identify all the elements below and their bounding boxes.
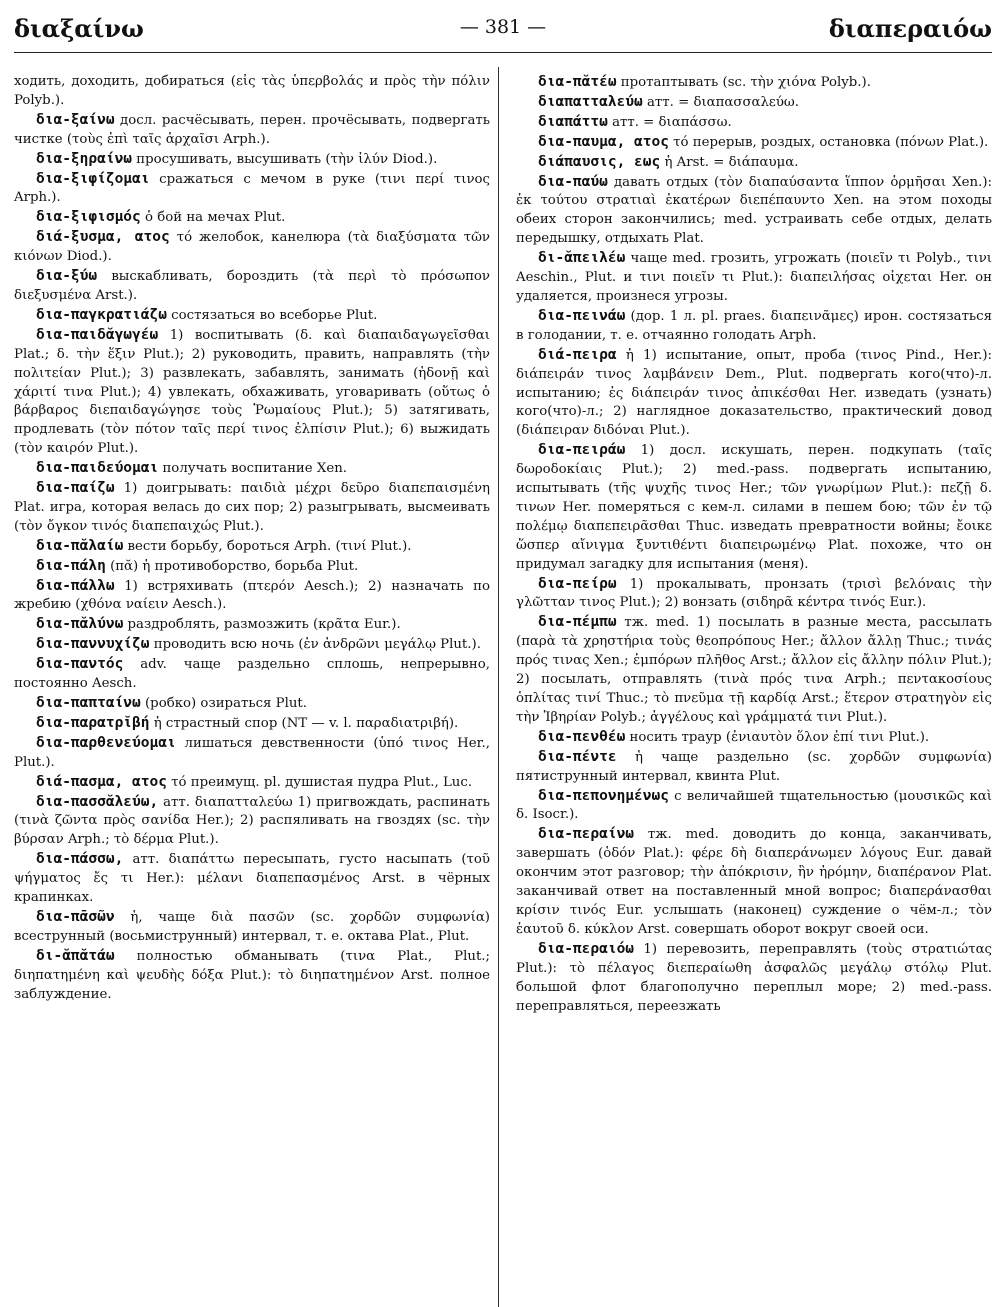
entry-definition: (робко) озираться Plut. — [140, 696, 307, 711]
entry-definition: полностью обманывать (τινα Plat., Plut.; διηπατημένη καὶ ψευδὴς δόξα Plut.): τὸ διηπατημένον Arst. полное заблуждение. — [14, 948, 490, 1002]
entry-headword: δια-παίζω — [36, 480, 115, 497]
entry-headword: δια-παννυχίζω — [36, 636, 150, 653]
entry-definition: получать воспитание Xen. — [158, 461, 348, 477]
dictionary-entry — [14, 714, 490, 734]
entry-headword: δια-περαίνω — [538, 826, 635, 843]
dictionary-entry — [14, 537, 490, 557]
dictionary-entry — [14, 479, 490, 537]
entry-definition: ἡ Arst. = διάπαυμα. — [660, 154, 799, 170]
dictionary-entry — [14, 170, 490, 209]
dictionary-entry — [14, 326, 490, 459]
entry-headword: δι-ᾰπᾰτάω — [36, 947, 115, 964]
entry-definition: атт. διαπάττω пересыпать, густо насыпать (τοῦ ψήγματος ἔς τι Her.): μέλανι διαπεπασμένος Arst. в чёрных крапинках. — [14, 852, 490, 906]
entry-definition: ἡ страстный спор (NT — v. l. παραδιατριβή). — [149, 715, 459, 731]
entry-headword: δια-πασσᾰλεύω, — [36, 793, 159, 810]
dictionary-entry — [516, 133, 992, 153]
entry-headword: δια-παντός — [36, 656, 124, 673]
dictionary-entry — [14, 908, 490, 947]
dictionary-entry — [14, 557, 490, 577]
entry-definition: ἡ 1) испытание, опыт, проба (τινος Pind., Her.): διάπειράν τινος λαμβάνειν Dem., Plut. подвергать кого(что)-л. испытанию; ἐς διάπειράν τινος ἀπικέσθαι Her. изведать (узнать) кого(что)-л.; 2) наглядное доказательство, практический довод (διάπειραν διδόναι Plut.). — [516, 347, 992, 439]
dictionary-entry — [14, 793, 490, 851]
dictionary-entry — [516, 73, 992, 93]
entry-headword: δια-πείρω — [538, 575, 617, 592]
entry-headword: δια-πάσσω, — [36, 851, 124, 868]
entry-definition: лишаться девственности (ὑπό τινος Her., Plut.). — [14, 735, 490, 770]
entry-definition: тж. med. 1) посылать в разные места, рассылать (παρὰ τὰ χρηστήρια τοὺς θεοπρόπους Her.; ἄλλον ἄλλῃ Thuc.; τινάς πρός τινας Xen.; ἐμπόρων πλῆθος Arst.; ἄλλον εἰς ἄλλην πόλιν Plut.); 2) посылать, отправлять (τινὰ πρός τινα Arph.; πεντακοσίους ὁπλίτας τινί Thuc.; τὸ πνεῦμα τῇ καρδίᾳ Arst.; ἕτερον στρατηγὸν εἰς τὴν Ἰβηρίαν Polyb.; ἀγγέλους καὶ γράμματά τινι Plut.). — [516, 615, 992, 725]
entry-definition: носить траур (ἐνιαυτὸν ὅλον ἐπί τινι Plut.). — [625, 729, 930, 745]
entry-headword: δια-παύω — [538, 173, 608, 190]
entry-definition: 1) встряхивать (πτερόν Aesch.); 2) назначать по жребию (χθόνα ναίειν Aesch.). — [14, 578, 490, 613]
entry-headword: διαπάττω — [538, 113, 608, 130]
entry-headword: δια-πεινάω — [538, 307, 626, 324]
entry-headword: δια-παρατρῐβή — [36, 714, 150, 731]
entry-definition: ходить, доходить, добираться (εἰς τὰς ὑπερβολάς и πρὸς τὴν πόλιν Polyb.). — [14, 74, 490, 108]
entry-definition: атт. διαπατταλεύω 1) пригвождать, распинать (τινὰ ζῶντα πρὸς σανίδα Her.); 2) распяливать на гвоздях (sc. τὴν βύρσαν Arph.; τὸ δέρμα Plut.). — [14, 794, 490, 848]
dictionary-entry — [14, 111, 490, 150]
entry-headword: διά-πασμα, ατος — [36, 773, 167, 790]
dictionary-entry — [14, 773, 490, 793]
entry-headword: δια-πειράω — [538, 442, 626, 459]
dictionary-entry — [14, 734, 490, 773]
entry-definition: чаще med. грозить, угрожать (ποιεῖν τι Polyb., τινι Aeschin., Plut. и τινι ποιεῖν τι Plut.): διαπειλήσας οἰχεται Her. он удаляется, произнеся угрозы. — [516, 251, 992, 304]
page-header — [14, 12, 992, 53]
entry-definition: досл. расчёсывать, перен. прочёсывать, подвергать чистке (τοὺς ἐπὶ ταῖς ἀρχαῖσι Arph.). — [14, 112, 490, 147]
entry-definition: атт. = διαπάσσω. — [607, 114, 732, 130]
entry-definition: 1) досл. искушать, перен. подкупать (ταῖς δωροδοκίαις Plut.); 2) med.-pass. подвергать испытанию, испытывать (τῆς ψυχῆς τινος Her.; τῶν γνωρίμων Plut.): πεζῇ δ. τινων Her. померяться с кем-л. силами в пешем бою; τῶν ἐν τῷ πολέμῳ διαπεπειρᾶσθαι Thuc. изведать превратности войны; ἔοικε ὥσπερ αἴνιγμα ξυντιθέντι διαπειρωμένῳ Plat. похоже, что он придумал загадку для испытания (меня). — [516, 443, 992, 572]
entry-headword: δια-ξηραίνω — [36, 150, 133, 167]
text-columns — [14, 73, 992, 1016]
entry-definition: (дор. 1 л. pl. praes. διαπεινᾶμες) ирон. состязаться в голодании, т. е. отчаянно голодать Arph. — [516, 308, 992, 343]
entry-headword: δια-ξιφισμός — [36, 209, 141, 226]
entry-definition: 1) перевозить, переправлять (τοὺς στρατιώτας Plut.): τὸ πέλαγος διεπεραίωθη ἀσφαλῶς μεγάλῳ στόλῳ Plut. большой флот благополучно переплыл море; 2) med.-pass. переправляться, переезжать — [516, 941, 992, 1014]
entry-headword: δια-περαιόω — [538, 940, 635, 957]
dictionary-entry — [14, 150, 490, 170]
entry-definition: с величайшей тщательностью (μουσικῶς καὶ δ. Isocr.). — [516, 788, 992, 823]
page-number: — 381 — — [459, 16, 547, 38]
entry-definition: τό желобок, канелюра (τὰ διαξύσματα τῶν κιόνων Diod.). — [14, 230, 490, 265]
entry-definition: (πᾰ) ἡ противоборство, борьба Plut. — [105, 558, 359, 574]
dictionary-entry — [14, 947, 490, 1005]
dictionary-entry — [14, 655, 490, 694]
dictionary-entry — [516, 575, 992, 614]
entry-definition: просушивать, высушивать (τὴν ἰλύν Diod.). — [132, 151, 438, 167]
entry-definition: ἡ чаще раздельно (sc. χορδῶν συμφωνία) пятиструнный интервал, квинта Plut. — [516, 749, 992, 784]
dictionary-entry — [516, 113, 992, 133]
dictionary-entry — [516, 825, 992, 939]
left-column — [14, 73, 490, 1016]
entry-headword: διάπαυσις, εως — [538, 153, 661, 170]
entry-definition: τό преимущ. pl. душистая пудра Plut., Luc. — [166, 774, 473, 790]
right-running-headword: διαπεραιόω — [828, 14, 992, 43]
right-column — [516, 73, 992, 1016]
entry-headword: δια-πάλη — [36, 557, 106, 574]
dictionary-entry — [516, 787, 992, 826]
dictionary-entry — [516, 346, 992, 442]
entry-headword: διά-ξυσμα, ατος — [36, 229, 170, 246]
entry-headword: δι-ᾰπειλέω — [538, 250, 626, 267]
entry-definition: вести борьбу, бороться Arph. (τινί Plut.). — [123, 538, 412, 554]
dictionary-entry — [516, 728, 992, 748]
dictionary-entry — [14, 73, 490, 111]
entry-headword: δια-παιδεύομαι — [36, 460, 159, 477]
dictionary-entry — [516, 307, 992, 346]
dictionary-entry — [14, 208, 490, 228]
dictionary-entry — [516, 93, 992, 113]
left-running-headword: διαξαίνω — [14, 14, 144, 43]
dictionary-entry — [516, 441, 992, 574]
entry-headword: δια-πᾰτέω — [538, 74, 617, 90]
entry-headword: δια-παγκρατιάζω — [36, 306, 167, 323]
dictionary-entry — [14, 267, 490, 306]
entry-headword: δια-πάλλω — [36, 577, 115, 594]
entry-headword: δια-πενθέω — [538, 728, 626, 745]
entry-headword: δια-ξιφίζομαι — [36, 170, 150, 187]
column-divider — [498, 67, 499, 1307]
entry-headword: δια-παιδᾰγωγέω — [36, 326, 159, 343]
entry-headword: δια-πᾱσῶν — [36, 908, 115, 925]
dictionary-entry — [516, 173, 992, 250]
entry-headword: διαπατταλεύω — [538, 93, 643, 110]
entry-headword: δια-ξαίνω — [36, 111, 115, 128]
entry-headword: δια-ξύω — [36, 268, 98, 285]
dictionary-entry — [14, 306, 490, 326]
dictionary-entry — [14, 694, 490, 714]
entry-definition: проводить всю ночь (ἐν ἀνδρῶνι μεγάλῳ Plut.). — [149, 637, 481, 653]
entry-definition: протаптывать (sc. τὴν χιόνα Polyb.). — [616, 75, 871, 90]
dictionary-entry — [14, 459, 490, 479]
entry-definition: ὁ бой на мечах Plut. — [140, 210, 286, 226]
dictionary-entry — [516, 940, 992, 1017]
entry-headword: δια-πέμπω — [538, 614, 617, 631]
entry-definition: 1) прокалывать, пронзать (τρισὶ βελόναις τὴν γλῶτταν τινος Plut.); 2) вонзать (σιδηρᾶ κέντρα τινός Eur.). — [516, 576, 992, 611]
entry-headword: διά-πειρα — [538, 346, 617, 363]
entry-definition: раздроблять, размозжить (κρᾶτα Eur.). — [123, 617, 401, 633]
entry-definition: тж. med. доводить до конца, заканчивать, завершать (ὁδόν Plat.): φέρε δὴ διαπεράνωμεν λόγους Eur. давай окончим этот разговор; τὴν ἀπόκρισιν, ἣν ἠρόμην, διαπέρανον Plat. заканчивай ответ на поставленный мной вопрос; διαπεράνασθαι κρίσιν τινός Eur. услышать (наконец) суждение о чём-л.; τὸν ἑαυτοῦ δ. κύκλον Arst. совершать оборот вокруг своей оси. — [516, 827, 992, 937]
entry-definition: выскабливать, бороздить (τὰ περὶ τὸ πρόσωπον διεξυσμένα Arst.). — [14, 269, 490, 303]
entry-definition: adv. чаще раздельно сплошь, непрерывно, постоянно Aesch. — [14, 657, 490, 692]
dictionary-entry — [14, 228, 490, 267]
entry-headword: δια-πεπονημένως — [538, 787, 669, 804]
entry-definition: 1) воспитывать (δ. καὶ διαπαιδαγωγεῖσθαι Plat.; δ. τὴν ἕξιν Plut.); 2) руководить, править, направлять (τὴν πολιτείαν Plut.); 3) развлекать, забавлять, занимать (ἡδονῇ καὶ χάριτί τινα Plut.); 4) увлекать, обхаживать, уговаривать (οὕτως ὁ βάρβαρος διεπαιδαγώγησε τοὺς Ῥωμαίους Plut.); 5) затягивать, продлевать (τὸν πότον ταῖς περί τινος ἐλπίσιν Plut.); 6) выжидать (τὸν καιρόν Plut.). — [14, 327, 490, 457]
entry-definition: сражаться с мечом в руке (τινι περί τινος Arph.). — [14, 171, 490, 206]
dictionary-entry — [14, 850, 490, 908]
entry-headword: δια-παρθενεύομαι — [36, 734, 176, 751]
entry-definition: τό перерыв, роздых, остановка (πόνων Plat.). — [668, 134, 989, 150]
entry-definition: 1) доигрывать: παιδιὰ μέχρι δεῦρο διαπεπαισμένη Plat. игра, которая велась до сих пор; 2) разыгрывать, высмеивать (τὸν ὄγκον τινός διαπεπαιχώς Plut.). — [14, 481, 490, 534]
entry-headword: δια-παπταίνω — [36, 695, 141, 711]
entry-definition: атт. = διαπασσαλεύω. — [642, 94, 799, 110]
dictionary-entry — [14, 577, 490, 616]
entry-headword: δια-πᾰλύνω — [36, 616, 124, 633]
dictionary-entry — [14, 615, 490, 635]
entry-definition: состязаться во всеборье Plut. — [166, 307, 378, 323]
dictionary-entry — [516, 613, 992, 727]
entry-headword: δια-πᾰλαίω — [36, 537, 124, 554]
dictionary-entry — [516, 748, 992, 787]
dictionary-entry — [516, 249, 992, 307]
entry-headword: δια-πέντε — [538, 748, 617, 765]
dictionary-entry — [14, 635, 490, 655]
dictionary-entry — [516, 153, 992, 173]
entry-headword: δια-παυμα, ατος — [538, 133, 669, 150]
entry-definition: ἡ, чаще διὰ πασῶν (sc. χορδῶν συμφωνία) всеструнный (восьмиструнный) интервал, т. е. октава Plat., Plut. — [14, 909, 490, 944]
entry-definition: давать отдых (τὸν διαπαύσαντα ἵππον ὁρμῆσαι Xen.): ἐκ τούτου στρατιαὶ ἑκατέρων διεπέπαυντο Xen. на этом походы обеих сторон закончились; med. устраивать себе отдых, делать передышку, отдыхать Plat. — [516, 174, 992, 247]
